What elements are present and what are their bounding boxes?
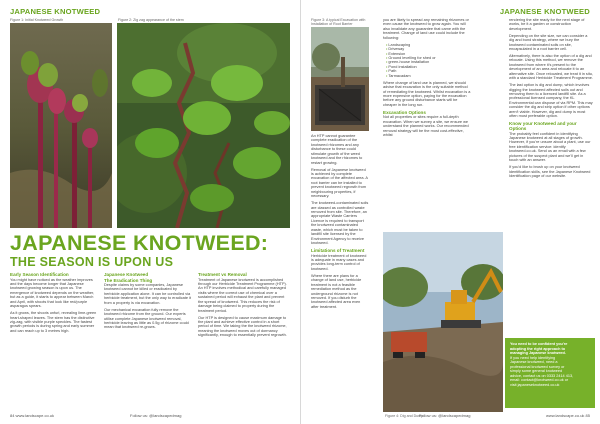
zigzag-stem-photo <box>117 23 290 228</box>
list-item: • Tarmacadam <box>386 74 471 78</box>
article-column <box>311 134 369 312</box>
paragraph: You might have noticed as the weather improves and the days become longer that Japanese knotweed growing season is upon us. The emergence of knotweed depends on the weather, but as a guide, it starts to appear between March and April, with shoots that look like red/purple asparagus spears. <box>10 277 95 309</box>
land-use-list <box>386 43 471 79</box>
paragraph: Where change of land use is planned, we should advise that excavation is the only suitable method of remediating the knotweed. Whilst excavation is a more expensive option, paying for the excavation before any ground disturbance starts will be cheaper in the long run. <box>383 80 471 107</box>
callout-line: managing Japanese knotweed. <box>510 351 566 355</box>
page-footer-social: Follow us: @landscapedmag <box>130 413 182 418</box>
dig-and-dump-photo <box>383 232 503 412</box>
headline <box>10 232 290 269</box>
list-item: • Path <box>386 69 471 73</box>
column-heading: Limitations of Treatment <box>311 248 365 254</box>
callout-line: You need to be confident you're <box>510 342 568 346</box>
paragraph: rendering the site ready for the next stage of works, be it a garden or construction development. <box>509 18 585 31</box>
photo-caption: Figure 2: Zig zag appearance of the stem <box>118 18 184 22</box>
photo-caption: Figure 1: Initial Knotweed Growth <box>10 18 64 22</box>
photo-caption: Figure 3: A typical Excavation with Installation of Root Barrier <box>311 18 366 26</box>
callout-line: professional knotweed survey or <box>510 364 565 369</box>
paragraph: Herbicide treatment of knotweed is adequate in many cases and provides long-term control of knotweed. <box>311 253 367 271</box>
column-heading: Excavation Options <box>383 109 426 115</box>
paragraph: The knotweed-contaminated soils are classed as controlled waste removed from site. Therefore, an appropriate Waste Carriers Licence is required to transport the knotweed contaminated waste, which must be taken to landfill site licensed by the Environment Agency to receive knotweed. <box>311 201 369 246</box>
excavation-photo <box>311 27 369 131</box>
paragraph: Our mechanical excavation fully remove the knotweed rhizome from the ground. Our experts utilise complete Japanese knotweed removal, herbicide leaving as little as 0.5g of rhizome could mean that knotweed re-grows. <box>104 307 189 330</box>
paragraph: Depending on the site size, we can consider a dig and bund strategy, where we bury the knotweed contaminated soils on site, encapsulated in a root barrier cell. <box>509 33 588 52</box>
callout-line: Japanese knotweed, need a <box>510 360 558 364</box>
section-tag: JAPANESE KNOTWEED <box>499 7 590 16</box>
list-item: • Ground levelling for shed or <box>386 56 471 60</box>
right-page <box>300 0 600 424</box>
paragraph: Alternatively, there is also the option of a dig and relocate. Using this method, we remove the knotweed from where it's present to the development of an area and relocate it to an alternative site. Once relocated, we treat it in situ, with a standard Herbicide Treatment Programme. <box>509 53 593 81</box>
column-heading: Treatment vs Removal <box>198 272 247 277</box>
list-item: • Extension <box>386 52 471 56</box>
photo-caption: Figure 4: Dig and Dump <box>385 414 424 418</box>
callout-line: simply some general knotweed <box>510 369 563 373</box>
paragraph: The probably feel confident in identifying Japanese knotweed at all stages of growth. However, if you're unsure about a plant, use our free identification service: identify knotweed.co.uk. Send us an email with a few pictures of the suspect plant and we'll get in touch with an answer. <box>509 131 591 163</box>
paragraph: you are likely to spread any remaining rhizomes or even cause the knotweed to grow again. You will also invalidate any guarantee that came with the treatment. Change of land use could include the following: <box>383 18 469 40</box>
paragraph: Our HTP is designed to cause maximum damage to the plant and achieve effective control in a short period of time. We taking the the knotweed rhizome, meaning the knotweed moves out of dormancy significantly, enough to essentially prevent regrowth. <box>198 315 287 338</box>
article-column <box>10 272 98 336</box>
headline-title: JAPANESE KNOTWEED: <box>10 231 269 255</box>
headline-subtitle: THE SEASON IS UPON US <box>10 255 174 269</box>
column-heading: Early Season Identification <box>10 272 69 277</box>
page-footer-right: www.landscape.co.uk 85 <box>545 413 590 418</box>
article-column <box>509 18 593 181</box>
column-heading: Japanese Knotweed <box>104 272 149 277</box>
list-item: • Pond installation <box>386 65 471 69</box>
callout-line: email: contact@knotweed.co.uk or <box>510 378 569 382</box>
paragraph: Where there are plans for a change of land use, herbicide treatment is not a feasible remediation method as the underground rhizome is not removed. If you disturb the knotweed affected area even after treatment. <box>311 273 362 309</box>
article-column <box>198 272 290 340</box>
paragraph: The last option is dig and dump, which involves digging the knotweed affected soils out and removing them to a licenced landfill site. As a professional licensed company, the KL Environmental can dispose of via RPM. This may consider the dig and strip option if other options aren't viable. However, dig and dump is most often most preferable option. <box>509 83 593 119</box>
page-footer-social: Follow us: @landscapedmag <box>419 413 471 418</box>
page-footer-left: 84 www.landscape.co.uk <box>10 413 55 418</box>
article-column <box>104 272 192 332</box>
paragraph: Despite claims by some companies, Japanese knotweed cannot be killed or eradicated by herbicide application alone. It can be controlled via herbicide treatment, but the only way to eradicate it from a property is via excavation. <box>104 283 191 305</box>
section-tag: JAPANESE KNOTWEED <box>10 7 101 16</box>
callout-line: If you need help identifying <box>510 355 556 360</box>
list-item: • Driveway <box>386 47 471 51</box>
paragraph: As it grows, the shoots unfurl, revealing lime-green heart-shaped leaves. The stem has the distinctive zig-zag, with visible purple speckles. The fastest growth periods is during spring and early summer and can reach up to 3 metres high. <box>10 311 97 333</box>
paragraph: Treatment of Japanese knotweed is accomplished through our Herbicide Treatment Programme (HTP). An HTP involves methodical and carefully managed visits where the correct use of chemical over a sustained period will exhaust the plant and prevent the spread of knotweed. This reduces the risk of damage being claimed to property during the treatment period. <box>198 277 287 313</box>
article-column <box>383 18 471 140</box>
list-item: • green-house installation <box>386 60 471 64</box>
paragraph: An HTP cannot guarantee complete eradication of the knotweed rhizomes and any disturbance to these could stimulate growth of the weed knotweed and the rhizomes to restart growing. <box>311 134 363 165</box>
paragraph: Not all properties or sites require a full-depth excavation. When we survey a site, we ensure we understand the planned works. Our recommended removal strategy will be the most cost-effective, whilst <box>383 115 469 138</box>
callout-line: advice, contact us on 0333 2414 413, <box>510 373 574 378</box>
paragraph: Removal of Japanese knotweed is achieved by complete excavation of the affected area. A root barrier can be installed to prevent knotweed regrowth from neighbouring properties, if necessary. <box>311 167 368 199</box>
contact-callout-box <box>505 338 595 408</box>
callout-line: visit japaneseknotweed.co.uk <box>510 382 560 387</box>
knotweed-shoots-photo <box>10 23 112 228</box>
column-subheading: The Eradication Thing <box>104 277 153 283</box>
list-item: • Landscaping <box>386 43 471 47</box>
callout-line: adopting the right approach to <box>510 346 566 351</box>
column-heading: Know your Knotweed and your Options <box>509 121 577 132</box>
paragraph: If you'd like to brush up on your knotweed identification skills, see the Japanese Knotweed Identification page of our website. <box>509 165 591 179</box>
